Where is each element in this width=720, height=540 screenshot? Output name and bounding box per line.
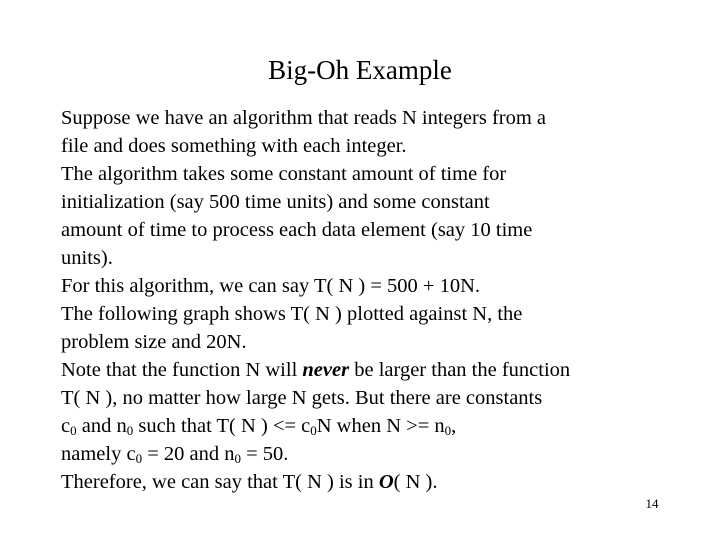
- text-fragment: ,: [451, 415, 457, 437]
- paragraph-line: The following graph shows T( N ) plotted against N, the: [61, 303, 523, 325]
- subscript: 0: [310, 423, 317, 438]
- paragraph-line: [61, 440, 701, 468]
- text-fragment: such that T( N ) <= c: [133, 415, 311, 437]
- page-number: 14: [645, 496, 659, 511]
- subscript: 0: [234, 451, 241, 466]
- text-fragment: and n: [76, 415, 127, 437]
- paragraph-line: file and does something with each integer.: [61, 135, 407, 157]
- paragraph-line: [61, 412, 701, 440]
- paragraph-line: amount of time to process each data element (say 10 time: [61, 219, 533, 241]
- paragraph-line: T( N ), no matter how large N gets. But there are constants: [61, 387, 543, 409]
- text-fragment: = 50.: [241, 443, 289, 465]
- text-fragment: N when N >= n: [316, 415, 445, 437]
- subscript: 0: [135, 451, 143, 466]
- text-fragment: namely c: [61, 443, 136, 465]
- paragraph-algorithm-reads: [61, 104, 701, 160]
- text-fragment: ( N ).: [393, 471, 438, 493]
- text-fragment: c: [61, 415, 71, 437]
- paragraph-line: [61, 356, 701, 384]
- paragraph-line: [61, 468, 701, 496]
- paragraph-conclusion: [61, 468, 701, 496]
- text-fragment: = 20 and n: [142, 443, 235, 465]
- paragraph-line: initialization (say 500 time units) and some constant: [61, 191, 490, 213]
- paragraph-constants-note: [61, 356, 701, 468]
- text-fragment: be larger than the function: [349, 359, 571, 381]
- paragraph-line: problem size and 20N.: [61, 331, 247, 353]
- paragraph-line: The algorithm takes some constant amount of time for: [61, 163, 507, 185]
- paragraph-line: Suppose we have an algorithm that reads N integers from a: [61, 107, 547, 129]
- slide-body: [61, 104, 701, 496]
- text-fragment: Therefore, we can say that T( N ) is in: [61, 471, 379, 493]
- subscript: 0: [70, 423, 77, 438]
- text-fragment: Note that the function N will: [61, 359, 303, 381]
- subscript: 0: [444, 423, 452, 438]
- subscript: 0: [126, 423, 134, 438]
- emphasis-big-o: O: [378, 471, 394, 493]
- paragraph-line: units).: [61, 247, 113, 269]
- emphasis-never: never: [302, 359, 350, 381]
- paragraph-graph-description: [61, 300, 701, 356]
- paragraph-line: For this algorithm, we can say T( N ) = 500 + 10N.: [61, 275, 481, 297]
- slide-title: Big-Oh Example: [268, 55, 452, 85]
- paragraph-constant-time: [61, 160, 701, 272]
- paragraph-formula: [61, 272, 701, 300]
